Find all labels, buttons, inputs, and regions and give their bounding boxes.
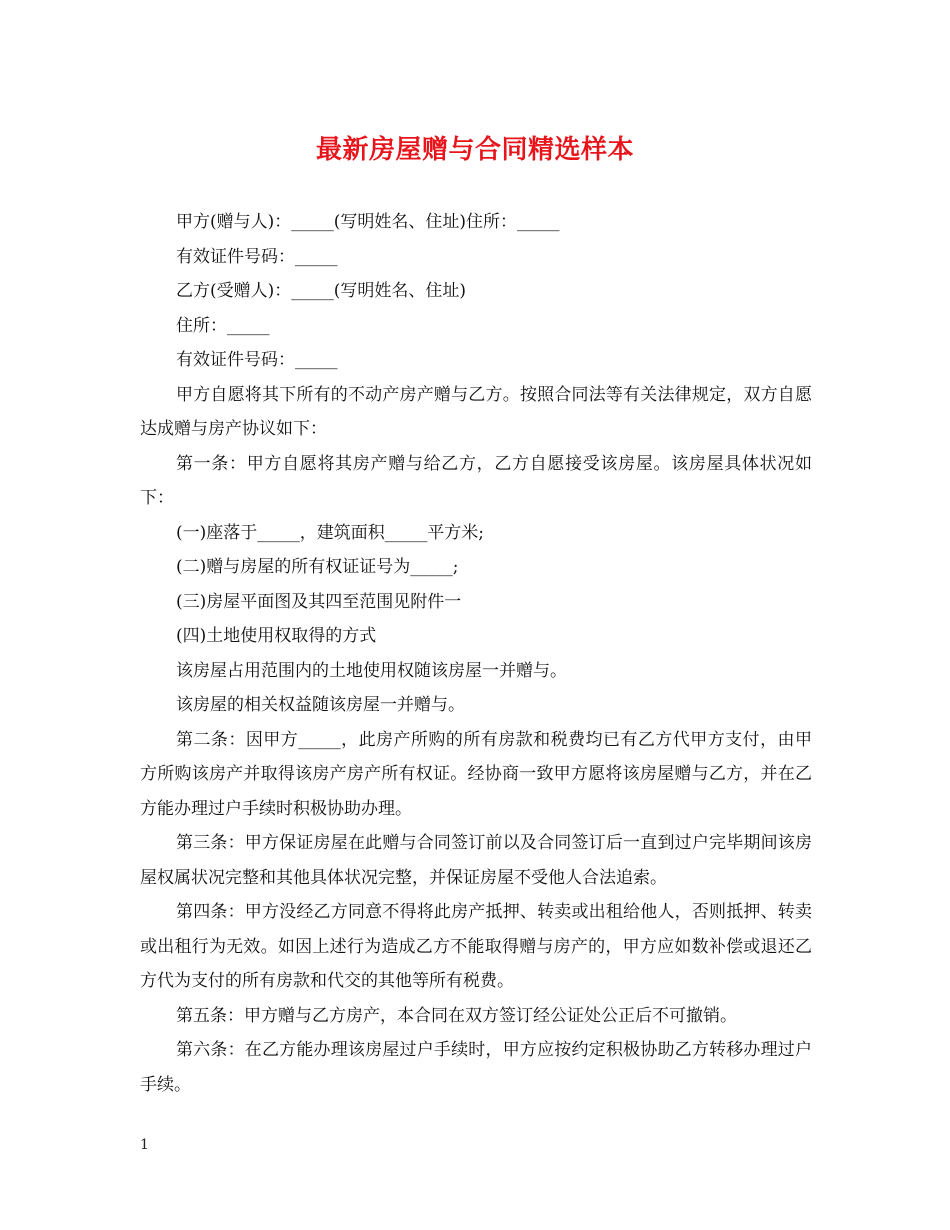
document-body [140, 205, 812, 1102]
paragraph-article-2: 第二条：因甲方_____，此房产所购的所有房款和税费均已有乙方代甲方支付，由甲方所购该房产并取得该房产房产所有权证。经协商一致甲方愿将该房屋赠与乙方，并在乙方能办理过户手续时积极协助办理。 [140, 729, 812, 819]
paragraph-item-3: (三)房屋平面图及其四至范围见附件一 [176, 591, 462, 612]
paragraph-article-1: 第一条：甲方自愿将其房产赠与给乙方，乙方自愿接受该房屋。该房屋具体状况如下： [140, 453, 812, 508]
paragraph-item-2: (二)赠与房屋的所有权证证号为_____; [176, 557, 459, 577]
paragraph-article-6: 第六条：在乙方能办理该房屋过户手续时，甲方应按约定积极协助乙方转移办理过户手续。 [140, 1040, 812, 1095]
paragraph-party-a-id: 有效证件号码：_____ [176, 246, 338, 267]
paragraph-land-rights: 该房屋占用范围内的土地使用权随该房屋一并赠与。 [176, 660, 567, 681]
paragraph-party-b-id: 有效证件号码：_____ [176, 350, 338, 370]
paragraph-article-4: 第四条：甲方没经乙方同意不得将此房产抵押、转卖或出租给他人，否则抵押、转卖或出租行为无效。如因上述行为造成乙方不能取得赠与房产的，甲方应如数补偿或退还乙方代为支付的所有房款和代交的其他等所有税费。 [140, 902, 812, 991]
paragraph-intro: 甲方自愿将其下所有的不动产房产赠与乙方。按照合同法等有关法律规定，双方自愿达成赠与房产协议如下： [140, 384, 812, 439]
paragraph-item-4: (四)土地使用权取得的方式 [176, 626, 377, 646]
page-number: 1 [140, 1137, 149, 1153]
paragraph-party-b-address: 住所：_____ [176, 315, 270, 336]
paragraph-article-3: 第三条：甲方保证房屋在此赠与合同签订前以及合同签订后一直到过户完毕期间该房屋权属状况完整和其他具体状况完整，并保证房屋不受他人合法追索。 [140, 833, 812, 888]
paragraph-party-a: 甲方(赠与人)：_____(写明姓名、住址)住所：_____ [176, 212, 560, 232]
paragraph-party-b: 乙方(受赠人)：_____(写明姓名、住址) [176, 281, 467, 301]
paragraph-item-1: (一)座落于_____，建筑面积_____平方米; [176, 522, 484, 543]
document-title: 最新房屋赠与合同精选样本 [315, 135, 634, 165]
paragraph-related-rights: 该房屋的相关权益随该房屋一并赠与。 [176, 695, 465, 715]
paragraph-article-5: 第五条：甲方赠与乙方房产，本合同在双方签订经公证处公正后不可撤销。 [176, 1005, 737, 1026]
